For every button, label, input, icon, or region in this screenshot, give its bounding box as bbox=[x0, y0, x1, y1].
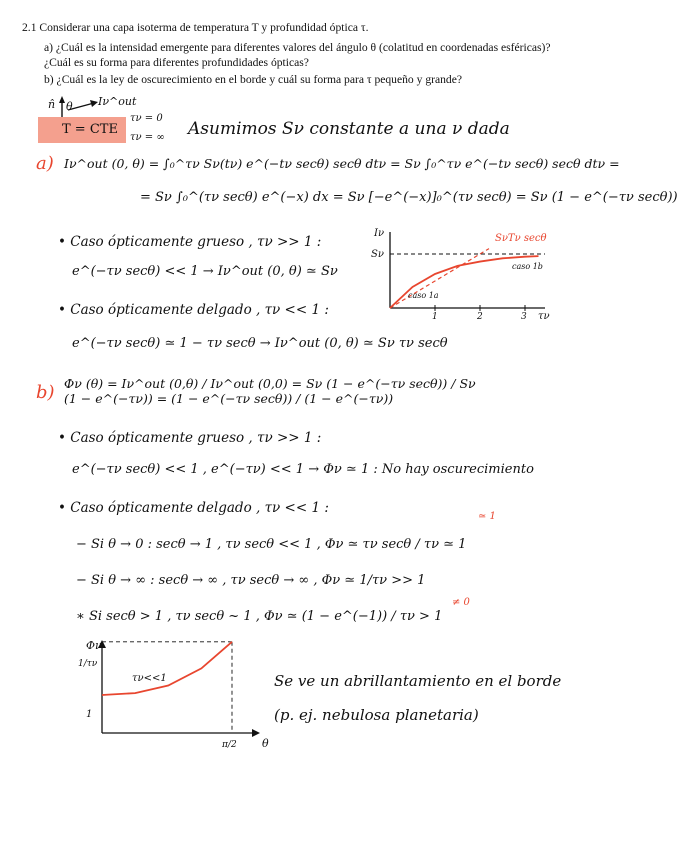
t-cte-label: T = CTE bbox=[62, 122, 118, 137]
problem-number: 2.1 bbox=[22, 21, 37, 34]
case-theta-zero-note: ≃ 1 bbox=[478, 511, 496, 522]
tau-zero-label: τν = 0 bbox=[130, 113, 163, 124]
n-hat-label: n̂ bbox=[48, 98, 56, 111]
thin-result-a: e^(−τν secθ) ≃ 1 − τν secθ → Iν^out (0, θ) ≃ Sν τν secθ bbox=[72, 336, 448, 351]
i-out-label: Iν^out bbox=[98, 95, 137, 108]
problem-statement: Considerar una capa isoterma de temperatura T y profundidad óptica τ. bbox=[39, 21, 369, 34]
chart1-xtick-2: 2 bbox=[477, 312, 483, 322]
thin-heading-b: • Caso ópticamente delgado , τν << 1 : bbox=[58, 500, 329, 516]
chart1-xtick-3: 3 bbox=[521, 312, 527, 322]
chart2-ylabel: Φν bbox=[86, 639, 102, 652]
problem-part-b: b) ¿Cuál es la ley de oscurecimiento en el borde y cuál su forma para τ pequeño y grande? bbox=[44, 73, 463, 86]
chart2-x-arrow bbox=[252, 729, 260, 737]
chart1-annot-thin-line: SνΤν secθ bbox=[495, 233, 547, 244]
chart1-ylabel: Iν bbox=[374, 228, 385, 239]
case-star: ∗ Si secθ > 1 , τν secθ ~ 1 , Φν ≃ (1 − e^(−1)) / τν > 1 bbox=[76, 609, 443, 624]
thick-result-a: e^(−τν secθ) << 1 → Iν^out (0, θ) ≃ Sν bbox=[72, 264, 338, 279]
part-b-label: b) bbox=[36, 382, 55, 403]
chart1-xlabel: τν bbox=[538, 311, 550, 322]
thick-heading-b: • Caso ópticamente grueso , τν >> 1 : bbox=[58, 430, 322, 446]
conclusion-text: Se ve un abrillantamiento en el borde (p. ej. nebulosa planetaria) bbox=[274, 672, 562, 724]
chart2-annot-tau: τν<<1 bbox=[132, 673, 167, 684]
theta-label: θ bbox=[66, 100, 73, 113]
thick-result-b: e^(−τν secθ) << 1 , e^(−τν) << 1 → Φν ≃ 1 : No hay oscurecimiento bbox=[72, 462, 534, 477]
case-theta-inf: − Si θ → ∞ : secθ → ∞ , τν secθ → ∞ , Φν ≃ 1/τν >> 1 bbox=[76, 573, 426, 588]
chart1-annot-1b: caso 1b bbox=[512, 262, 543, 271]
problem-part-a: a) ¿Cuál es la intensidad emergente para diferentes valores del ángulo θ (colatitud en coordenadas esféricas)? ¿Cuál es su forma para diferentes profundidades ópticas? bbox=[44, 41, 551, 69]
thin-heading-a: • Caso ópticamente delgado , τν << 1 : bbox=[58, 302, 329, 318]
chart1-xtick-1: 1 bbox=[432, 312, 438, 322]
thick-heading-a: • Caso ópticamente grueso , τν >> 1 : bbox=[58, 234, 322, 250]
chart2-ytick-1: 1 bbox=[86, 709, 93, 720]
chart2-ytick-inv-tau: 1/τν bbox=[78, 659, 98, 669]
assumption-text: Asumimos Sν constante a una ν dada bbox=[188, 119, 510, 139]
chart1-ytick-s: Sν bbox=[371, 249, 384, 260]
part-a-label: a) bbox=[36, 153, 54, 174]
chart2-series-0 bbox=[102, 642, 232, 695]
phi-definition: Φν (θ) = Iν^out (0,θ) / Iν^out (0,0) = Sν (1 − e^(−τν secθ)) / Sν (1 − e^(−τν)) = (1 − e^(−τν secθ)) / (1 − e^(−τν)) bbox=[64, 376, 476, 406]
chart2-xtick-pi2: π/2 bbox=[222, 740, 237, 750]
eq-a1: Iν^out (0, θ) = ∫₀^τν Sν(tν) e^(−tν secθ) secθ dtν = Sν ∫₀^τν e^(−tν secθ) secθ dtν = bbox=[64, 156, 620, 171]
chart2-xlabel: θ bbox=[262, 737, 269, 750]
case-theta-zero: − Si θ → 0 : secθ → 1 , τν secθ << 1 , Φν ≃ τν secθ / τν ≃ 1 bbox=[76, 537, 467, 552]
tau-inf-label: τν = ∞ bbox=[130, 132, 165, 143]
eq-a2: = Sν ∫₀^(τν secθ) e^(−x) dx = Sν [−e^(−x)]₀^(τν secθ) = Sν (1 − e^(−τν secθ)) bbox=[140, 190, 678, 205]
chart1-annot-1a: caso 1a bbox=[408, 291, 439, 300]
case-theta-inf-note: ≠ 0 bbox=[452, 597, 470, 608]
